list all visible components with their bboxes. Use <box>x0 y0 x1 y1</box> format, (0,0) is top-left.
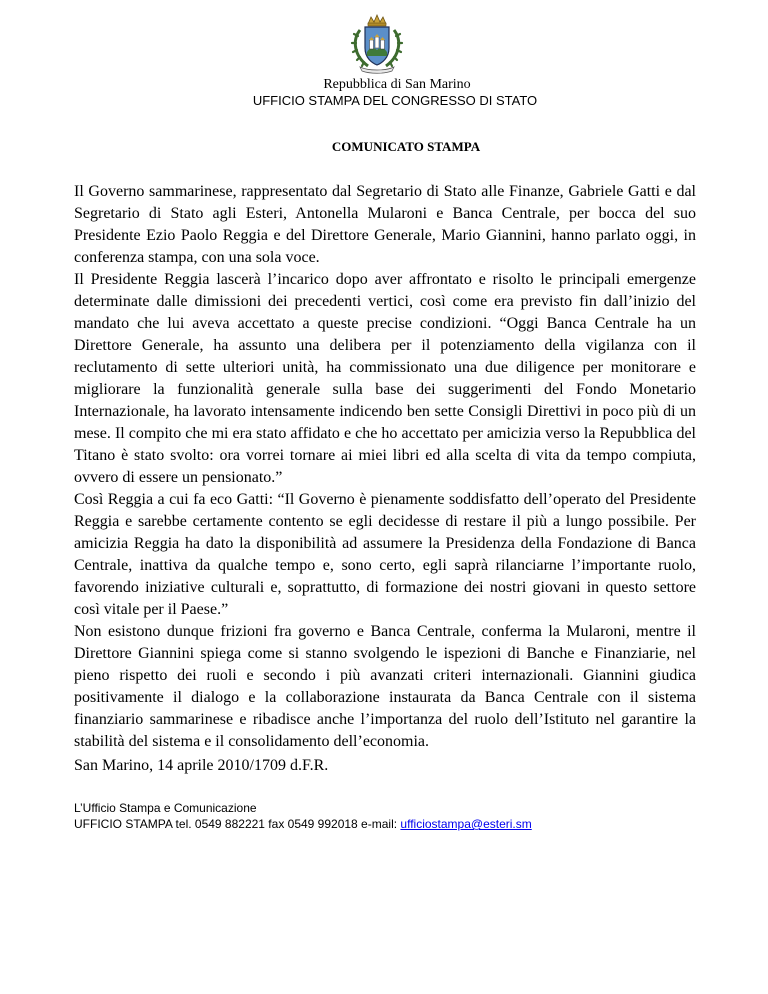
footer-contact <box>74 800 532 832</box>
document-title: COMUNICATO STAMPA <box>331 139 481 154</box>
footer-office-line: L’Ufficio Stampa e Comunicazione <box>74 801 257 815</box>
san-marino-coat-of-arms-icon <box>346 12 408 74</box>
body-paragraph: Così Reggia a cui fa eco Gatti: “Il Governo è pienamente soddisfatto dell’operato del Presidente Reggia e sarebbe certamente contento se egli decidesse di restare il più a lungo possibile. Per amicizia Reggia ha dato la disponibilità ad assumere la Presidenza della Fondazione di Banca Centrale, inattiva da qualche tempo e, sono certo, egli saprà rilanciarne l’importante ruolo, favorendo iniziative culturali e, soprattutto, di formazione dei nostri giovani in questo settore così vitale per il Paese.” <box>74 491 696 618</box>
republic-name: Repubblica di San Marino <box>323 77 471 92</box>
body-paragraph: Non esistono dunque frizioni fra governo e Banca Centrale, conferma la Mularoni, mentre il Direttore Giannini spiega come si stanno svolgendo le ispezioni di Banche e Finanziarie, nel pieno rispetto dei ruoli e secondo i più avanzati criteri internazionali. Giannini giudica positivamente il dialogo e la collaborazione instaurata da Banca Centrale con il sistema finanziario sammarinese e ribadisce anche l’importanza del ruolo dell’Istituto nel garantire la stabilità del sistema e il consolidamento dell’economia. <box>74 623 696 750</box>
body-paragraph: Il Presidente Reggia lascerà l’incarico dopo aver affrontato e risolto le principali emergenze determinate dalle dimissioni dei precedenti vertici, così come era previsto fin dall’inizio del mandato che lui aveva accettato a queste precise condizioni. “Oggi Banca Centrale ha un Direttore Generale, ha assunto una delibera per il potenziamento della vigilanza con il reclutamento di sette ulteriori unità, ha commissionato una due diligence per monitorare e migliorare la funzionalità generale sulla base dei suggerimenti del Fondo Monetario Internazionale, ha lavorato intensamente indicendo ben sette Consigli Direttivi in poco più di un mese. Il compito che mi era stato affidato e che ho accettato per amicizia verso la Repubblica del Titano è stato svolto: ora vorrei tornare ai miei libri ed alla scelta di vita da tempo compiuta, ovvero di essere un pensionato.” <box>74 271 696 486</box>
email-link[interactable]: ufficiostampa@esteri.sm <box>400 817 532 831</box>
press-office-name: UFFICIO STAMPA DEL CONGRESSO DI STATO <box>252 93 538 108</box>
dateline: San Marino, 14 aprile 2010/1709 d.F.R. <box>74 757 329 774</box>
body-paragraph: Il Governo sammarinese, rappresentato dal Segretario di Stato alle Finanze, Gabriele Gatti e dal Segretario di Stato agli Esteri, Antonella Mularoni e Banca Centrale, per bocca del suo Presidente Ezio Paolo Reggia e del Direttore Generale, Mario Giannini, hanno parlato oggi, in conferenza stampa, con una sola voce. <box>74 183 696 266</box>
footer-phone-fax: UFFICIO STAMPA tel. 0549 882221 fax 0549 992018 e-mail: <box>74 817 401 831</box>
press-release-body <box>74 181 696 753</box>
letterhead <box>0 76 768 109</box>
footer-contact-line <box>74 816 532 832</box>
